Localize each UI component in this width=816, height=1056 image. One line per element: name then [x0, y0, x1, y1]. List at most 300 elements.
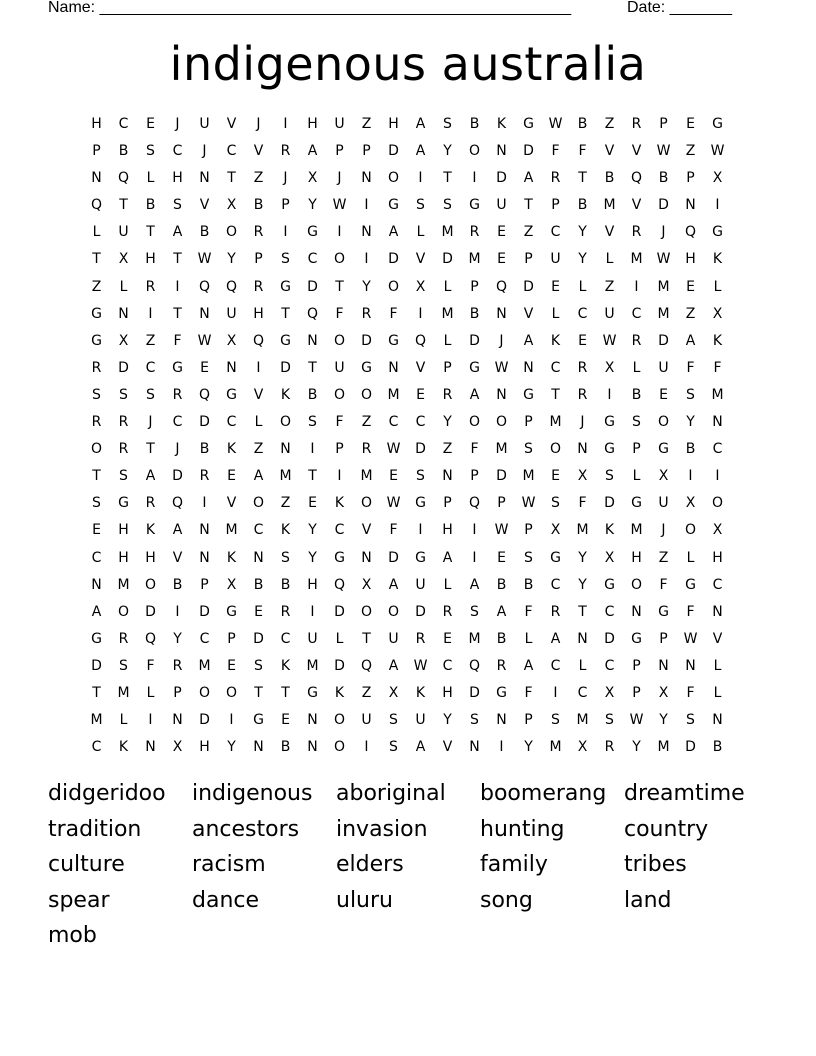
grid-letter: Z [253, 170, 264, 187]
grid-letter: C [199, 630, 210, 647]
grid-letter: Y [308, 522, 317, 539]
grid-letter: R [118, 441, 129, 458]
grid-letter: E [497, 224, 506, 241]
grid-letter: F [686, 603, 695, 620]
grid-letter: D [442, 251, 453, 268]
grid-letter: I [283, 224, 288, 241]
grid-letter: G [712, 116, 723, 132]
grid-letter: C [91, 739, 102, 756]
grid-letter: S [470, 603, 479, 620]
grid-letter: T [281, 684, 290, 701]
grid-letter: W [386, 495, 401, 512]
grid-letter: R [199, 468, 210, 485]
grid-letter: S [686, 386, 695, 403]
grid-letter: N [199, 305, 210, 322]
grid-letter: R [253, 278, 264, 295]
grid-letter: W [710, 143, 725, 160]
grid-letter: K [415, 684, 426, 701]
grid-letter: O [144, 576, 157, 593]
grid-letter: D [118, 359, 129, 376]
grid-letter: S [119, 657, 128, 674]
grid-letter: R [91, 414, 102, 431]
word-bank-item: boomerang [480, 781, 607, 806]
grid-letter: Q [333, 576, 346, 593]
word-bank-item: dance [192, 887, 260, 913]
grid-letter: J [337, 170, 342, 187]
grid-letter: I [337, 468, 342, 485]
grid-letter: F [524, 603, 533, 620]
grid-letter: Y [443, 143, 452, 160]
grid-letter: Q [495, 278, 508, 295]
grid-letter: D [172, 468, 183, 485]
grid-letter: G [712, 224, 723, 241]
grid-letter: I [715, 468, 720, 485]
grid-letter: B [280, 739, 291, 756]
grid-letter: S [173, 197, 182, 214]
grid-letter: B [469, 116, 480, 132]
grid-letter: W [197, 251, 212, 268]
grid-letter: A [307, 143, 318, 160]
grid-letter: J [202, 143, 207, 160]
grid-letter: N [658, 657, 669, 674]
grid-letter: O [468, 143, 481, 160]
grid-letter: V [442, 739, 453, 756]
grid-letter: I [418, 522, 423, 539]
grid-letter: D [604, 495, 615, 512]
grid-letter: B [307, 386, 318, 403]
grid-letter: E [146, 116, 155, 132]
grid-letter: K [334, 684, 345, 701]
grid-letter: F [578, 495, 587, 512]
grid-letter: M [306, 657, 319, 674]
grid-letter: G [415, 549, 426, 566]
grid-letter: M [117, 684, 130, 701]
grid-letter: C [550, 657, 561, 674]
grid-letter: Q [225, 278, 238, 295]
grid-letter: M [657, 278, 670, 295]
grid-letter: T [227, 170, 236, 187]
grid-letter: M [711, 386, 724, 403]
grid-letter: Q [468, 495, 481, 512]
word-bank-item: aboriginal [336, 781, 446, 806]
grid-letter: I [418, 170, 423, 187]
grid-letter: N [496, 712, 507, 729]
grid-letter: N [496, 305, 507, 322]
grid-letter: N [253, 739, 264, 756]
grid-letter: I [202, 495, 207, 512]
grid-letter: K [334, 495, 345, 512]
grid-letter: B [199, 224, 210, 241]
grid-letter: B [523, 576, 534, 593]
grid-letter: L [578, 278, 587, 295]
name-field-label: Name: _____________________________________________________ [48, 0, 572, 16]
grid-letter: V [226, 495, 237, 512]
grid-letter: P [470, 278, 479, 295]
word-bank-item: song [480, 887, 533, 913]
grid-letter: L [146, 170, 155, 187]
grid-letter: E [686, 116, 695, 132]
grid-letter: D [388, 143, 399, 160]
grid-letter: C [118, 116, 129, 132]
grid-letter: G [550, 549, 561, 566]
grid-letter: X [226, 576, 237, 593]
grid-letter: G [469, 197, 480, 214]
grid-letter: W [494, 522, 509, 539]
grid-letter: P [362, 143, 371, 160]
grid-letter: V [199, 197, 210, 214]
grid-letter: O [387, 603, 400, 620]
grid-letter: U [199, 116, 210, 132]
grid-letter: M [468, 630, 481, 647]
grid-letter: L [713, 657, 722, 674]
grid-letter: N [361, 224, 372, 241]
grid-letter: G [172, 359, 183, 376]
grid-letter: D [334, 603, 345, 620]
grid-letter: W [602, 332, 617, 349]
grid-letter: L [713, 278, 722, 295]
grid-letter: D [199, 712, 210, 729]
grid-letter: N [307, 332, 318, 349]
grid-letter: A [523, 170, 534, 187]
grid-letter: W [386, 441, 401, 458]
grid-letter: E [551, 468, 560, 485]
grid-letter: C [604, 603, 615, 620]
grid-letter: N [91, 170, 102, 187]
grid-letter: S [281, 251, 290, 268]
grid-letter: O [549, 441, 562, 458]
grid-letter: O [387, 170, 400, 187]
grid-letter: F [470, 441, 479, 458]
grid-letter: D [415, 603, 426, 620]
grid-letter: M [279, 468, 292, 485]
grid-letter: Z [253, 441, 264, 458]
grid-letter: O [252, 495, 265, 512]
grid-letter: D [469, 332, 480, 349]
grid-letter: X [172, 739, 183, 756]
grid-letter: B [604, 170, 615, 187]
word-bank-item: country [624, 816, 709, 842]
grid-letter: D [523, 143, 534, 160]
grid-letter: T [578, 603, 587, 620]
grid-letter: D [523, 278, 534, 295]
grid-letter: G [307, 224, 318, 241]
grid-letter: J [499, 332, 504, 349]
grid-letter: G [604, 441, 615, 458]
grid-letter: C [226, 414, 237, 431]
grid-letter: S [605, 712, 614, 729]
grid-letter: Q [117, 170, 130, 187]
grid-letter: P [173, 684, 182, 701]
grid-letter: C [550, 576, 561, 593]
grid-letter: X [712, 522, 723, 539]
grid-letter: N [712, 414, 723, 431]
letter-grid [83, 111, 731, 761]
grid-letter: B [280, 576, 291, 593]
grid-letter: S [524, 549, 533, 566]
grid-letter: I [229, 712, 234, 729]
grid-letter: M [603, 197, 616, 214]
grid-letter: N [577, 441, 588, 458]
grid-letter: P [659, 630, 668, 647]
grid-letter: P [524, 251, 533, 268]
grid-letter: R [280, 603, 291, 620]
grid-letter: I [607, 386, 612, 403]
grid-letter: L [443, 278, 452, 295]
grid-letter: T [524, 197, 533, 214]
grid-letter: S [605, 468, 614, 485]
grid-letter: X [118, 251, 129, 268]
grid-letter: E [389, 468, 398, 485]
grid-letter: J [256, 116, 261, 132]
word-bank-item: spear [48, 887, 110, 913]
grid-letter: V [361, 522, 372, 539]
grid-letter: G [388, 197, 399, 214]
grid-letter: R [172, 386, 183, 403]
grid-letter: I [472, 549, 477, 566]
grid-letter: S [119, 468, 128, 485]
grid-letter: B [631, 386, 642, 403]
grid-letter: Z [523, 224, 534, 241]
grid-letter: J [661, 224, 666, 241]
grid-letter: G [280, 332, 291, 349]
word-bank-item: dreamtime [624, 781, 745, 806]
grid-letter: W [683, 630, 698, 647]
grid-letter: Q [90, 197, 103, 214]
grid-letter: R [631, 224, 642, 241]
grid-letter: O [225, 224, 238, 241]
grid-letter: H [307, 116, 318, 132]
grid-letter: K [496, 116, 507, 132]
grid-letter: K [226, 441, 237, 458]
grid-letter: A [145, 468, 156, 485]
grid-letter: R [145, 278, 156, 295]
grid-letter: Q [684, 224, 697, 241]
grid-letter: J [283, 170, 288, 187]
grid-letter: G [604, 576, 615, 593]
grid-letter: N [145, 739, 156, 756]
grid-letter: P [551, 197, 560, 214]
grid-letter: H [145, 251, 156, 268]
grid-letter: X [226, 197, 237, 214]
grid-letter: P [335, 441, 344, 458]
grid-letter: C [226, 143, 237, 160]
grid-letter: O [333, 386, 346, 403]
grid-letter: K [712, 251, 723, 268]
grid-letter: I [148, 305, 153, 322]
grid-letter: M [549, 414, 562, 431]
grid-letter: C [145, 359, 156, 376]
grid-letter: D [604, 630, 615, 647]
grid-letter: F [389, 305, 398, 322]
grid-letter: R [604, 739, 615, 756]
grid-letter: R [469, 224, 480, 241]
grid-letter: Q [306, 305, 319, 322]
grid-letter: E [551, 278, 560, 295]
grid-letter: D [361, 332, 372, 349]
grid-letter: N [469, 739, 480, 756]
grid-letter: T [362, 630, 371, 647]
grid-letter: Q [198, 278, 211, 295]
grid-letter: Y [308, 549, 317, 566]
grid-letter: S [686, 712, 695, 729]
grid-letter: P [524, 522, 533, 539]
grid-letter: N [172, 712, 183, 729]
grid-letter: G [523, 386, 534, 403]
grid-letter: Z [361, 116, 372, 132]
grid-letter: D [280, 359, 291, 376]
grid-letter: L [632, 468, 641, 485]
grid-letter: S [470, 712, 479, 729]
grid-letter: E [227, 657, 236, 674]
grid-letter: L [632, 359, 641, 376]
grid-letter: V [523, 305, 534, 322]
grid-letter: A [523, 657, 534, 674]
grid-letter: Y [578, 576, 587, 593]
grid-letter: C [712, 576, 723, 593]
grid-letter: Q [360, 657, 373, 674]
grid-letter: G [415, 495, 426, 512]
grid-letter: B [199, 441, 210, 458]
grid-letter: I [418, 305, 423, 322]
grid-letter: G [307, 684, 318, 701]
grid-letter: X [658, 684, 669, 701]
grid-letter: P [92, 143, 101, 160]
grid-letter: N [280, 441, 291, 458]
grid-letter: B [496, 576, 507, 593]
grid-letter: R [91, 359, 102, 376]
grid-letter: A [172, 522, 183, 539]
grid-letter: B [118, 143, 129, 160]
grid-letter: G [496, 684, 507, 701]
grid-letter: J [148, 414, 153, 431]
grid-letter: G [469, 359, 480, 376]
grid-letter: D [658, 332, 669, 349]
grid-letter: R [577, 386, 588, 403]
grid-letter: S [92, 495, 101, 512]
grid-letter: I [337, 224, 342, 241]
grid-letter: U [226, 305, 237, 322]
grid-letter: T [254, 684, 263, 701]
grid-letter: X [550, 522, 561, 539]
grid-letter: U [118, 224, 129, 241]
grid-letter: E [227, 468, 236, 485]
grid-letter: N [442, 468, 453, 485]
grid-letter: I [148, 712, 153, 729]
grid-letter: L [92, 224, 101, 241]
grid-letter: S [119, 386, 128, 403]
grid-letter: Y [524, 739, 533, 756]
grid-letter: F [335, 414, 344, 431]
grid-letter: A [550, 630, 561, 647]
grid-letter: T [146, 224, 155, 241]
grid-letter: E [254, 603, 263, 620]
grid-letter: Y [173, 630, 182, 647]
grid-letter: V [631, 197, 642, 214]
grid-letter: U [415, 576, 426, 593]
grid-letter: H [199, 739, 210, 756]
grid-letter: R [280, 143, 291, 160]
grid-letter: H [388, 116, 399, 132]
grid-letter: Z [361, 684, 372, 701]
grid-letter: A [415, 143, 426, 160]
grid-letter: P [443, 359, 452, 376]
grid-letter: G [253, 712, 264, 729]
grid-letter: P [254, 251, 263, 268]
grid-letter: M [549, 739, 562, 756]
grid-letter: I [472, 522, 477, 539]
grid-letter: A [469, 386, 480, 403]
grid-letter: M [360, 468, 373, 485]
grid-letter: S [443, 197, 452, 214]
grid-letter: I [715, 197, 720, 214]
grid-letter: G [658, 441, 669, 458]
grid-letter: B [496, 630, 507, 647]
grid-letter: U [550, 251, 561, 268]
grid-letter: S [551, 495, 560, 512]
grid-letter: F [686, 684, 695, 701]
grid-letter: D [496, 468, 507, 485]
grid-letter: H [118, 522, 129, 539]
grid-letter: T [551, 386, 560, 403]
grid-letter: X [604, 359, 615, 376]
word-bank-item: elders [336, 852, 404, 877]
grid-letter: S [281, 549, 290, 566]
grid-letter: T [92, 684, 101, 701]
grid-letter: C [91, 549, 102, 566]
grid-letter: M [576, 712, 589, 729]
grid-letter: R [496, 657, 507, 674]
grid-letter: G [334, 549, 345, 566]
grid-letter: W [656, 143, 671, 160]
grid-letter: S [416, 197, 425, 214]
grid-letter: L [146, 684, 155, 701]
grid-letter: W [494, 359, 509, 376]
grid-letter: D [199, 603, 210, 620]
grid-letter: D [388, 549, 399, 566]
grid-letter: N [361, 549, 372, 566]
grid-letter: L [416, 224, 425, 241]
grid-letter: W [521, 495, 536, 512]
grid-letter: L [443, 576, 452, 593]
grid-letter: X [658, 468, 669, 485]
grid-letter: Z [145, 332, 156, 349]
grid-letter: Y [443, 414, 452, 431]
date-field-label: Date: _______ [627, 0, 732, 16]
grid-letter: L [551, 305, 560, 322]
grid-letter: O [495, 414, 508, 431]
grid-letter: O [657, 414, 670, 431]
grid-letter: B [469, 305, 480, 322]
grid-letter: D [415, 441, 426, 458]
grid-letter: C [388, 414, 399, 431]
grid-letter: G [631, 495, 642, 512]
grid-letter: W [629, 712, 644, 729]
grid-letter: G [685, 576, 696, 593]
grid-letter: I [283, 116, 288, 132]
grid-letter: R [550, 603, 561, 620]
grid-letter: P [524, 712, 533, 729]
grid-letter: N [199, 170, 210, 187]
grid-letter: A [685, 332, 696, 349]
grid-letter: C [172, 143, 183, 160]
grid-letter: M [441, 305, 454, 322]
grid-letter: R [550, 170, 561, 187]
grid-letter: Q [144, 630, 157, 647]
grid-letter: C [334, 522, 345, 539]
grid-letter: L [713, 684, 722, 701]
grid-letter: X [604, 684, 615, 701]
grid-letter: T [281, 305, 290, 322]
